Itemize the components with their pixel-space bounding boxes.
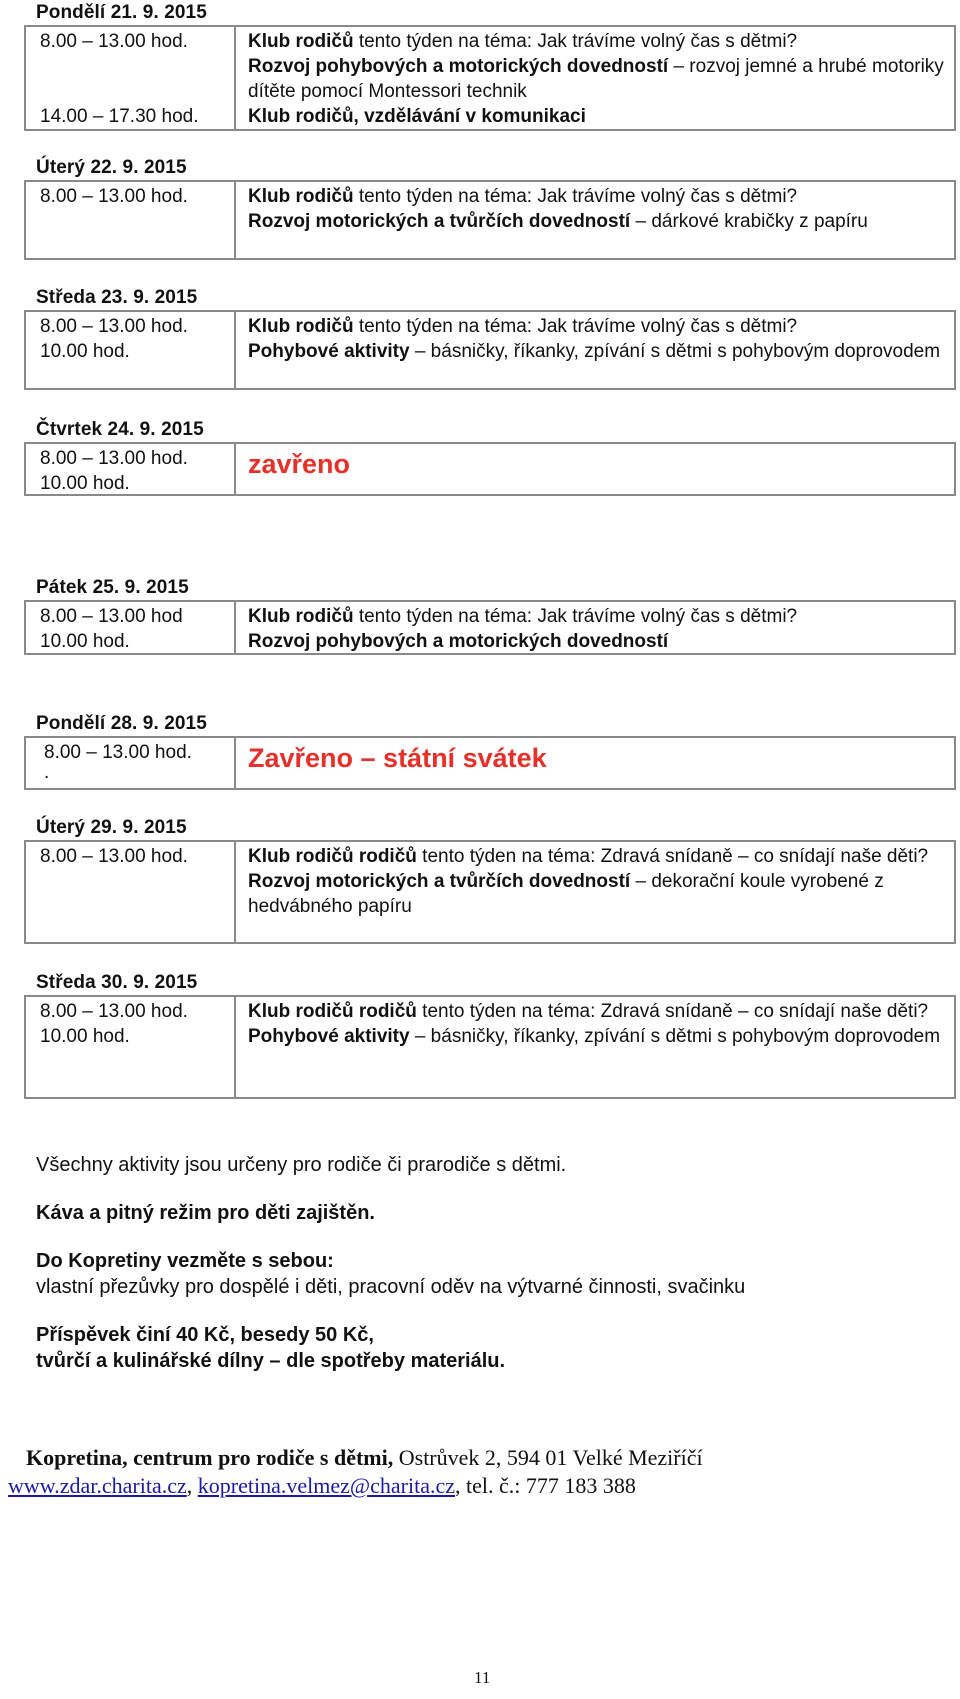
email-link[interactable]: kopretina.velmez@charita.cz	[197, 1473, 455, 1498]
activity-line: Rozvoj pohybových a motorických dovedností	[248, 631, 669, 652]
column-divider	[234, 312, 236, 388]
day-title: Pondělí 21. 9. 2015	[36, 2, 207, 23]
column-divider	[234, 27, 236, 129]
time-slot: 8.00 – 13.00 hod.	[40, 1001, 188, 1022]
day-title: Úterý 29. 9. 2015	[36, 817, 187, 838]
activity-line: Pohybové aktivity – básničky, říkanky, zpívání s dětmi s pohybovým doprovodem	[248, 1026, 941, 1047]
day-title: Středa 23. 9. 2015	[36, 287, 198, 308]
day-title: Pondělí 28. 9. 2015	[36, 713, 207, 734]
activity-line: Klub rodičů tento týden na téma: Jak trávíme volný čas s dětmi?	[248, 606, 798, 627]
column-divider	[234, 842, 236, 942]
schedule-table	[24, 995, 956, 1099]
schedule-table	[24, 840, 956, 944]
time-slot: .	[44, 762, 50, 783]
time-column	[40, 184, 230, 209]
closed-notice: Zavřeno – státní svátek	[248, 743, 547, 773]
column-divider	[234, 997, 236, 1097]
schedule-table	[24, 600, 956, 655]
description-column	[248, 448, 948, 480]
column-divider	[234, 182, 236, 258]
note-refreshments: Káva a pitný režim pro děti zajištěn.	[36, 1202, 375, 1224]
note-audience: Všechny aktivity jsou určeny pro rodiče či prarodiče s dětmi.	[36, 1154, 567, 1176]
time-slot	[40, 79, 230, 104]
schedule-table	[24, 736, 956, 790]
activity-line: Klub rodičů rodičů tento týden na téma: Zdravá snídaně – co snídají naše děti?	[248, 1001, 929, 1022]
time-slot: 10.00 hod.	[40, 1026, 130, 1047]
schedule-table	[24, 442, 956, 496]
column-divider	[234, 738, 236, 788]
activity-line: Klub rodičů tento týden na téma: Jak trávíme volný čas s dětmi?	[248, 186, 798, 207]
time-slot: 8.00 – 13.00 hod	[40, 606, 183, 627]
time-slot: 10.00 hod.	[40, 341, 130, 362]
website-link[interactable]: www.zdar.charita.cz	[8, 1473, 187, 1498]
activity-line: Klub rodičů tento týden na téma: Jak trávíme volný čas s dětmi?	[248, 316, 798, 337]
activity-line: Pohybové aktivity – básničky, říkanky, zpívání s dětmi s pohybovým doprovodem	[248, 341, 941, 362]
day-title: Úterý 22. 9. 2015	[36, 157, 187, 178]
org-name: Kopretina, centrum pro rodiče s dětmi,	[26, 1445, 394, 1470]
description-column	[248, 742, 948, 774]
time-slot: 14.00 – 17.30 hod.	[40, 106, 199, 127]
activity-line: Klub rodičů tento týden na téma: Jak trávíme volný čas s dětmi?	[248, 31, 798, 52]
column-divider	[234, 602, 236, 653]
activity-line: Klub rodičů rodičů tento týden na téma: Zdravá snídaně – co snídají naše děti?	[248, 846, 929, 867]
page-number: 11	[474, 1668, 491, 1687]
time-column	[40, 844, 230, 869]
time-column	[44, 740, 234, 781]
schedule-table	[24, 310, 956, 390]
time-slot: 10.00 hod.	[40, 473, 130, 494]
column-divider	[234, 444, 236, 494]
description-column	[248, 314, 948, 364]
note-bring-items: vlastní přezůvky pro dospělé i děti, pracovní oděv na výtvarné činnosti, svačinku	[36, 1276, 746, 1298]
address: Ostrůvek 2, 594 01 Velké Meziříčí	[393, 1445, 703, 1470]
time-column	[40, 446, 230, 496]
time-slot: 8.00 – 13.00 hod.	[40, 186, 188, 207]
description-column	[248, 844, 948, 919]
notes-section	[36, 1152, 936, 1374]
note-workshops: tvůrčí a kulinářské dílny – dle spotřeby materiálu.	[36, 1350, 506, 1372]
schedule-table	[24, 25, 956, 131]
time-slot: 8.00 – 13.00 hod.	[44, 742, 192, 763]
note-fee: Příspěvek činí 40 Kč, besedy 50 Kč,	[36, 1324, 374, 1346]
activity-line: Rozvoj motorických a tvůrčích dovedností – dárkové krabičky z papíru	[248, 211, 868, 232]
time-column	[40, 604, 230, 654]
day-title: Středa 30. 9. 2015	[36, 972, 198, 993]
time-slot: 8.00 – 13.00 hod.	[40, 846, 188, 867]
time-slot: 8.00 – 13.00 hod.	[40, 316, 188, 337]
time-column	[40, 29, 230, 129]
day-title: Pátek 25. 9. 2015	[36, 577, 189, 598]
day-title: Čtvrtek 24. 9. 2015	[36, 419, 204, 440]
time-column	[40, 999, 230, 1049]
closed-notice: zavřeno	[248, 449, 351, 479]
schedule-table	[24, 180, 956, 260]
activity-line: Rozvoj motorických a tvůrčích dovedností – dekorační koule vyrobené z hedvábného papíru	[248, 871, 884, 917]
activity-line: Klub rodičů, vzdělávání v komunikaci	[248, 106, 586, 127]
footer-address-line	[26, 1444, 703, 1472]
description-column	[248, 29, 948, 129]
phone: , tel. č.: 777 183 388	[454, 1473, 636, 1498]
footer-contact-line: www.zdar.charita.cz, kopretina.velmez@charita.cz, tel. č.: 777 183 388	[8, 1473, 636, 1498]
description-column	[248, 184, 948, 234]
time-column	[40, 314, 230, 364]
description-column	[248, 604, 948, 654]
note-bring-heading: Do Kopretiny vezměte s sebou:	[36, 1250, 334, 1272]
time-slot	[40, 54, 230, 79]
time-slot: 10.00 hod.	[40, 631, 130, 652]
description-column	[248, 999, 948, 1049]
activity-line: Rozvoj pohybových a motorických dovedností – rozvoj jemné a hrubé motoriky dítěte pomocí Montessori technik	[248, 56, 944, 102]
time-slot: 8.00 – 13.00 hod.	[40, 31, 188, 52]
time-slot: 8.00 – 13.00 hod.	[40, 448, 188, 469]
